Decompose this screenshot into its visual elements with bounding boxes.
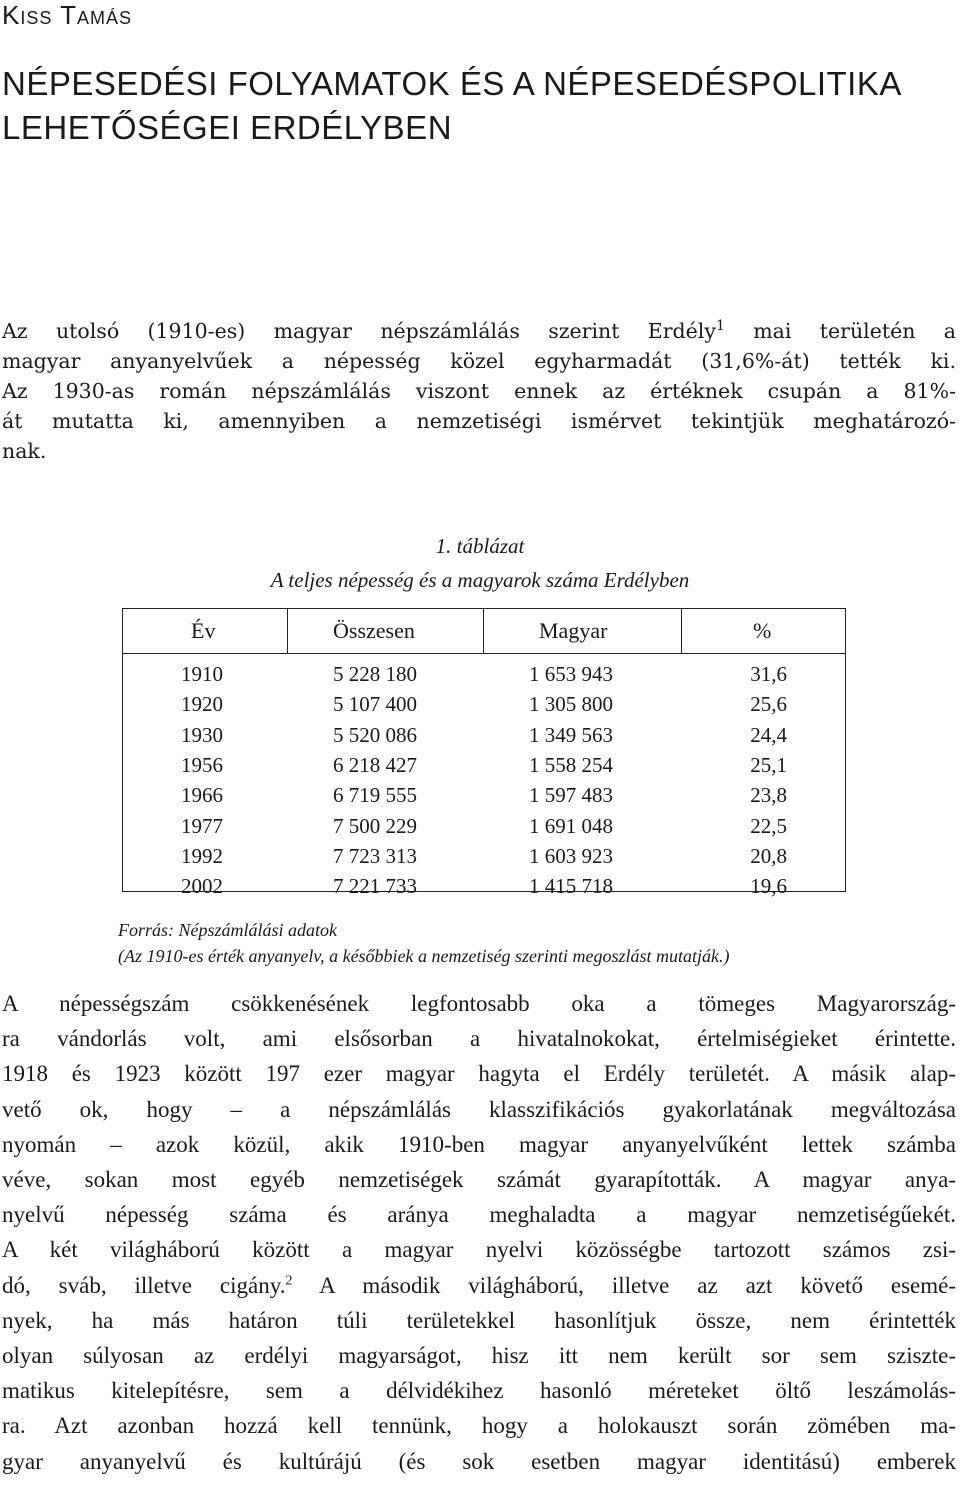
cell-year: 1977	[181, 813, 223, 838]
table-row	[123, 780, 845, 810]
author-name: Kiss Tamás	[2, 0, 133, 30]
cell-total: 6 719 555	[333, 783, 417, 808]
cell-total: 5 520 086	[333, 722, 417, 747]
cell-percent: 25,1	[750, 752, 787, 777]
header-hungarian: Magyar	[539, 618, 608, 643]
cell-total: 5 228 180	[333, 662, 417, 686]
body-line: vető ok, hogy – a népszámlálás klasszifikációs gyakorlatának megváltozása	[2, 1096, 956, 1122]
cell-total: 5 107 400	[333, 692, 417, 717]
table-header	[123, 609, 845, 654]
body-line: nyomán – azok közül, akik 1910-ben magyar anyanyelvűként lettek számba	[2, 1131, 956, 1157]
intro-line-2: magyar anyanyelvűek a népesség közel egyharmadát (31,6%-át) tették ki.	[2, 349, 956, 373]
intro-line-4: át mutatta ki, amennyiben a nemzetiségi ismérvet tekintjük meghatározó-	[2, 409, 956, 433]
body-line: dó, sváb, illetve cigány.$^2$ A második világháború, illetve az azt követő esemé-	[2, 1272, 956, 1298]
cell-percent: 24,4	[750, 722, 787, 747]
table-row	[123, 689, 845, 719]
body-line: A népességszám csökkenésének legfontosabb oka a tömeges Magyarország-	[2, 991, 956, 1016]
intro-line-3: Az 1930-as román népszámlálás viszont ennek az értéknek csupán a 81%-	[2, 379, 956, 403]
header-divider	[287, 609, 288, 653]
title-line-1: NÉPESEDÉSI FOLYAMATOK ÉS A NÉPESEDÉSPOLITIKA	[2, 65, 902, 102]
cell-percent: 31,6	[750, 662, 787, 686]
footnote-ref-2[interactable]: 2	[285, 1272, 293, 1288]
cell-total: 7 723 313	[333, 843, 417, 868]
intro-line-1: Az utolsó (1910-es) magyar népszámlálás szerint Erdély$^1$ mai területén a	[2, 318, 956, 343]
cell-hungarian: 1 415 718	[529, 874, 613, 899]
cell-year: 1992	[181, 843, 223, 868]
cell-year: 1920	[181, 692, 223, 717]
footnote-ref-1[interactable]: 1	[715, 318, 725, 335]
body-line: A két világháború között a magyar nyelvi közösségbe tartozott számos zsi-	[2, 1237, 956, 1263]
body-paragraph	[2, 986, 956, 1479]
table-caption: A teljes népesség és a magyarok száma Erdélyben	[270, 568, 690, 592]
cell-percent: 23,8	[750, 783, 787, 808]
intro-paragraph	[2, 316, 956, 466]
table-row	[123, 750, 845, 780]
cell-hungarian: 1 558 254	[529, 752, 613, 777]
body-line: 1918 és 1923 között 197 ezer magyar hagyta el Erdély területét. A másik alap-	[2, 1061, 956, 1087]
cell-total: 6 218 427	[333, 752, 417, 777]
table-row	[123, 871, 845, 901]
body-line: véve, sokan most egyéb nemzetiségek számát gyarapították. A magyar anya-	[2, 1167, 956, 1193]
header-percent: %	[753, 618, 772, 643]
cell-hungarian: 1 305 800	[529, 692, 613, 717]
population-table	[122, 608, 846, 899]
table-source: Forrás: Népszámlálási adatok	[118, 920, 338, 940]
body-line: gyar anyanyelvű és kultúrájú (és sok esetben magyar identitású) emberek	[2, 1448, 956, 1474]
cell-percent: 19,6	[750, 874, 787, 899]
cell-hungarian: 1 653 943	[529, 662, 613, 686]
header-divider	[483, 609, 484, 653]
cell-hungarian: 1 349 563	[529, 722, 613, 747]
body-line: nyelvű népesség száma és aránya meghaladta a magyar nemzetiségűekét.	[2, 1202, 956, 1228]
table-row	[123, 811, 845, 841]
article-title	[2, 62, 902, 150]
cell-hungarian: 1 597 483	[529, 783, 613, 808]
table-row	[123, 659, 845, 689]
body-line: nyek, ha más határon túli területekkel hasonlítjuk össze, nem érintették	[2, 1307, 956, 1333]
table-row	[123, 720, 845, 750]
body-line: olyan súlyosan az erdélyi magyarságot, hisz itt nem került sor sem sziszte-	[2, 1343, 956, 1369]
header-year: Év	[191, 618, 216, 643]
table-row	[123, 841, 845, 871]
cell-year: 1910	[181, 662, 223, 686]
cell-year: 1956	[181, 752, 223, 777]
body-line: ra vándorlás volt, ami elsősorban a hivatalnokokat, értelmiségieket érintette.	[2, 1026, 956, 1052]
table-label: 1. táblázat	[435, 534, 525, 558]
body-line: matikus kitelepítésre, sem a délvidékihez hasonló méreteket öltő leszámolás-	[2, 1378, 956, 1404]
cell-year: 1966	[181, 783, 223, 808]
cell-hungarian: 1 603 923	[529, 843, 613, 868]
cell-total: 7 221 733	[333, 874, 417, 899]
intro-line-5: nak.	[2, 439, 47, 463]
cell-total: 7 500 229	[333, 813, 417, 838]
body-line: ra. Azt azonban hozzá kell tennünk, hogy a holokauszt során zömében ma-	[2, 1413, 956, 1439]
table-note: (Az 1910-es érték anyanyelv, a későbbiek a nemzetiség szerinti megoszlást mutatják.)	[118, 946, 730, 966]
cell-hungarian: 1 691 048	[529, 813, 613, 838]
cell-year: 2002	[181, 874, 223, 899]
cell-percent: 25,6	[750, 692, 787, 717]
title-line-2: LEHETŐSÉGEI ERDÉLYBEN	[2, 109, 453, 146]
cell-year: 1930	[181, 722, 223, 747]
header-divider	[681, 609, 682, 653]
cell-percent: 20,8	[750, 843, 787, 868]
header-total: Összesen	[333, 618, 415, 643]
cell-percent: 22,5	[750, 813, 787, 838]
